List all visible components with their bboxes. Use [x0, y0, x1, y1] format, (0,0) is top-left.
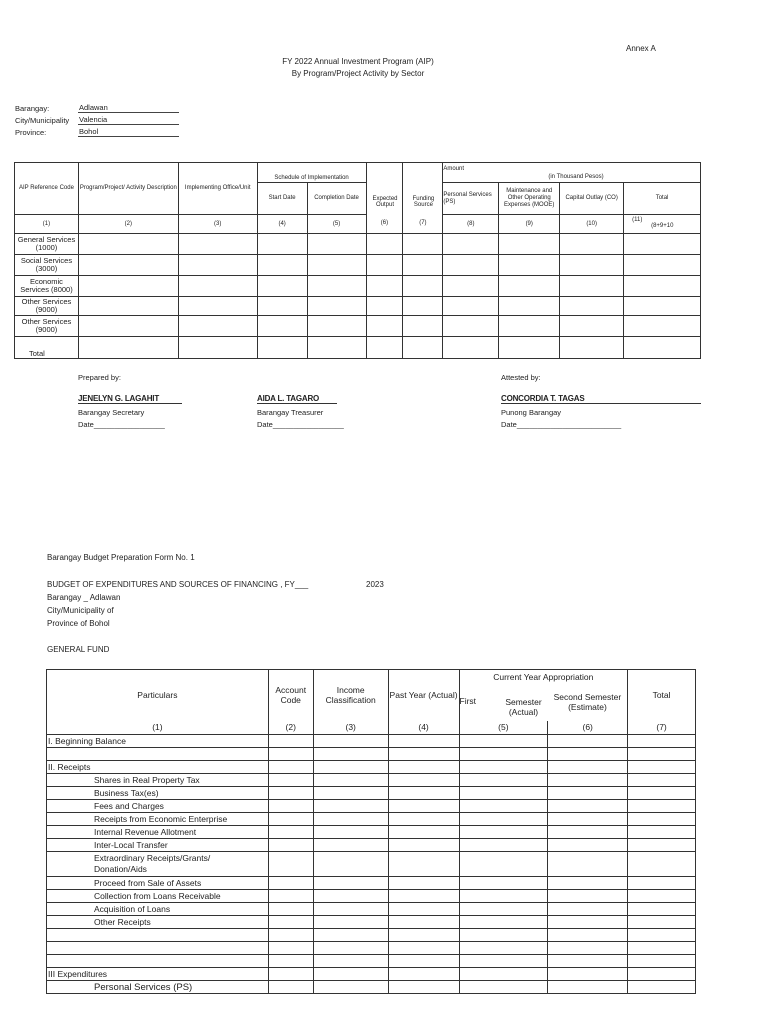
budget-cell — [628, 813, 696, 826]
budget-cell — [313, 774, 388, 787]
budget-row — [47, 735, 696, 748]
budget-province: Province of Bohol — [47, 619, 110, 628]
budget-cell — [388, 774, 459, 787]
budget-row-label: Business Tax(es) — [47, 787, 269, 800]
budget-cell — [459, 852, 548, 877]
budget-form-title: Barangay Budget Preparation Form No. 1 — [47, 553, 195, 562]
budget-barangay: Barangay _ Adlawan — [47, 593, 121, 602]
budget-cell — [548, 800, 628, 813]
num-10: (10) — [560, 215, 624, 234]
treasurer-name: AIDA L. TAGARO — [257, 394, 320, 403]
hdr-completion: Completion Date — [307, 183, 366, 215]
budget-row-label: Extraordinary Receipts/Grants/ Donation/Aids — [47, 852, 269, 877]
budget-cell — [628, 916, 696, 929]
budget-cell — [313, 890, 388, 903]
budget-cell — [459, 981, 548, 994]
hdr-ps: Personal Services (PS) — [443, 183, 499, 215]
budget-cell — [628, 852, 696, 877]
budget-cell — [313, 800, 388, 813]
budget-row — [47, 942, 696, 955]
budget-cell — [313, 916, 388, 929]
treasurer-date: Date_________________ — [257, 420, 344, 429]
budget-cell — [628, 929, 696, 942]
budget-row-label: Shares in Real Property Tax — [47, 774, 269, 787]
budget-row — [47, 813, 696, 826]
budget-year: 2023 — [366, 580, 384, 589]
budget-cell — [548, 787, 628, 800]
budget-cell — [459, 916, 548, 929]
hdr-account-code: Account Code — [268, 670, 313, 721]
budget-cell — [628, 903, 696, 916]
signature-block-punong — [501, 394, 701, 404]
hdr-particulars: Particulars — [47, 670, 269, 721]
budget-cell — [628, 761, 696, 774]
budget-cell — [628, 748, 696, 761]
budget-cell — [313, 839, 388, 852]
budget-row — [47, 929, 696, 942]
city-value: Valencia — [78, 115, 179, 125]
budget-row-label — [47, 929, 269, 942]
treasurer-title: Barangay Treasurer — [257, 408, 324, 417]
aip-row-economic: Economic Services (8000) — [15, 276, 79, 297]
budget-cell — [628, 890, 696, 903]
budget-cell — [268, 748, 313, 761]
prepared-by-label: Prepared by: — [78, 373, 121, 382]
province-value: Bohol — [78, 127, 179, 137]
budget-row-label: Collection from Loans Receivable — [47, 890, 269, 903]
budget-cell — [313, 903, 388, 916]
num-6: Expected Output (6) — [366, 215, 403, 234]
budget-cell — [548, 735, 628, 748]
budget-cell — [628, 955, 696, 968]
budget-row — [47, 981, 696, 994]
hdr-mooe: Maintenance and Other Operating Expenses (MOOE) — [499, 183, 560, 215]
budget-cell — [459, 826, 548, 839]
budget-row — [47, 761, 696, 774]
num-4: (4) — [257, 215, 307, 234]
annex-label: Annex A — [626, 44, 656, 53]
budget-cell — [268, 852, 313, 877]
budget-cell — [268, 774, 313, 787]
budget-heading: BUDGET OF EXPENDITURES AND SOURCES OF FINANCING , FY___ — [47, 580, 309, 589]
signature-block-secretary — [78, 394, 182, 404]
budget-cell — [548, 981, 628, 994]
budget-cell — [388, 916, 459, 929]
budget-cell — [268, 761, 313, 774]
secretary-name: JENELYN G. LAGAHIT — [78, 394, 160, 403]
budget-row-label: Inter-Local Transfer — [47, 839, 269, 852]
punong-name: CONCORDIA T. TAGAS — [501, 394, 585, 403]
num-3: (3) — [178, 215, 257, 234]
num-9: (9) — [499, 215, 560, 234]
budget-cell — [313, 735, 388, 748]
budget-cell — [313, 929, 388, 942]
budget-row — [47, 774, 696, 787]
budget-row — [47, 826, 696, 839]
budget-cell — [268, 735, 313, 748]
punong-title: Punong Barangay — [501, 408, 562, 417]
budget-row-label — [47, 942, 269, 955]
budget-cell — [548, 748, 628, 761]
budget-city: City/Municipality of — [47, 606, 114, 615]
budget-cell — [459, 839, 548, 852]
budget-cell — [459, 955, 548, 968]
punong-date: Date_________________________ — [501, 420, 622, 429]
budget-cell — [388, 735, 459, 748]
budget-row-label — [47, 955, 269, 968]
budget-row-label: Acquisition of Loans — [47, 903, 269, 916]
budget-cell — [628, 735, 696, 748]
budget-cell — [628, 968, 696, 981]
budget-cell — [388, 942, 459, 955]
budget-cell — [459, 735, 548, 748]
budget-row-label: II. Receipts — [47, 761, 269, 774]
budget-row-label: III Expenditures — [47, 968, 269, 981]
budget-cell — [388, 890, 459, 903]
hdr-total: Total — [624, 183, 701, 215]
budget-cell — [459, 800, 548, 813]
bnum-6: (6) — [548, 721, 628, 735]
budget-row-label: Personal Services (PS) — [47, 981, 269, 994]
budget-cell — [548, 839, 628, 852]
general-fund-label: GENERAL FUND — [47, 645, 110, 654]
budget-cell — [313, 787, 388, 800]
hdr-past-year: Past Year (Actual) — [388, 670, 459, 721]
bnum-1: (1) — [47, 721, 269, 735]
budget-cell — [388, 852, 459, 877]
budget-cell — [459, 761, 548, 774]
hdr-co: Capital Outlay (CO) — [560, 183, 624, 215]
budget-cell — [268, 955, 313, 968]
budget-cell — [268, 968, 313, 981]
budget-cell — [268, 890, 313, 903]
aip-row-social: Social Services (3000) — [15, 255, 79, 276]
budget-cell — [268, 826, 313, 839]
num-11: (11) (8+9+10 — [624, 215, 701, 234]
barangay-value: Adlawan — [78, 103, 179, 113]
budget-cell — [388, 748, 459, 761]
aip-title: FY 2022 Annual Investment Program (AIP) — [282, 57, 434, 66]
budget-cell — [388, 929, 459, 942]
num-7: Funding Source (7) — [403, 215, 443, 234]
budget-cell — [388, 839, 459, 852]
budget-cell — [268, 787, 313, 800]
hdr-income-class: Income Classification — [313, 670, 388, 721]
budget-cell — [313, 748, 388, 761]
hdr-start: Start Date — [257, 183, 307, 215]
budget-row — [47, 839, 696, 852]
budget-cell — [628, 826, 696, 839]
budget-row — [47, 877, 696, 890]
aip-subtitle: By Program/Project Activity by Sector — [291, 69, 425, 78]
budget-cell — [388, 968, 459, 981]
bnum-5: (5) — [459, 721, 548, 735]
budget-cell — [268, 942, 313, 955]
budget-cell — [459, 890, 548, 903]
budget-row-label: Fees and Charges — [47, 800, 269, 813]
secretary-title: Barangay Secretary — [78, 408, 145, 417]
budget-cell — [548, 826, 628, 839]
budget-cell — [313, 942, 388, 955]
budget-cell — [268, 813, 313, 826]
budget-cell — [268, 916, 313, 929]
budget-cell — [548, 903, 628, 916]
budget-cell — [268, 929, 313, 942]
budget-cell — [313, 761, 388, 774]
budget-row-label — [47, 748, 269, 761]
budget-cell — [459, 942, 548, 955]
budget-cell — [548, 942, 628, 955]
budget-row-label: Proceed from Sale of Assets — [47, 877, 269, 890]
budget-cell — [313, 968, 388, 981]
budget-row-label: Receipts from Economic Enterprise — [47, 813, 269, 826]
budget-cell — [459, 787, 548, 800]
budget-cell — [548, 852, 628, 877]
budget-row — [47, 916, 696, 929]
barangay-label: Barangay: — [15, 104, 50, 113]
num-1: (1) — [15, 215, 79, 234]
secretary-date: Date_________________ — [78, 420, 165, 429]
num-2: (2) — [78, 215, 178, 234]
budget-cell — [628, 787, 696, 800]
budget-cell — [548, 890, 628, 903]
budget-row — [47, 852, 696, 877]
bnum-2: (2) — [268, 721, 313, 735]
budget-row — [47, 748, 696, 761]
hdr-office: Implementing Office/Unit — [178, 163, 257, 215]
budget-row — [47, 955, 696, 968]
aip-row-other-1: Other Services (9000) — [15, 297, 79, 316]
signature-block-treasurer — [257, 394, 337, 404]
budget-cell — [548, 955, 628, 968]
budget-cell — [388, 761, 459, 774]
budget-row — [47, 800, 696, 813]
budget-cell — [628, 942, 696, 955]
budget-cell — [548, 929, 628, 942]
budget-cell — [388, 903, 459, 916]
hdr-first-semester: First Semester (Actual) — [459, 684, 548, 721]
num-8: (8) — [443, 215, 499, 234]
budget-cell — [388, 826, 459, 839]
budget-cell — [459, 968, 548, 981]
budget-cell — [268, 800, 313, 813]
budget-cell — [548, 968, 628, 981]
budget-cell — [628, 774, 696, 787]
budget-cell — [628, 981, 696, 994]
budget-row — [47, 968, 696, 981]
budget-cell — [388, 877, 459, 890]
budget-cell — [313, 877, 388, 890]
budget-cell — [548, 877, 628, 890]
budget-cell — [388, 787, 459, 800]
budget-cell — [388, 981, 459, 994]
hdr-description: Program/Project/ Activity Description — [78, 163, 178, 215]
budget-cell — [268, 981, 313, 994]
hdr-current-year: Current Year Appropriation — [459, 670, 628, 684]
num-5: (5) — [307, 215, 366, 234]
aip-row-other-2: Other Services (9000) — [15, 316, 79, 337]
budget-row — [47, 903, 696, 916]
budget-cell — [313, 826, 388, 839]
budget-cell — [388, 955, 459, 968]
aip-row-total: Total — [15, 337, 79, 359]
budget-cell — [459, 748, 548, 761]
budget-cell — [459, 929, 548, 942]
province-label: Province: — [15, 128, 47, 137]
hdr-amount: Amount (in Thousand Pesos) — [443, 163, 701, 183]
budget-row — [47, 890, 696, 903]
budget-row-label: Internal Revenue Allotment — [47, 826, 269, 839]
budget-cell — [548, 813, 628, 826]
budget-cell — [628, 839, 696, 852]
bnum-7: (7) — [628, 721, 696, 735]
bnum-3: (3) — [313, 721, 388, 735]
city-label: City/Municipality — [15, 116, 70, 125]
budget-row — [47, 787, 696, 800]
aip-row-general: General Services (1000) — [15, 234, 79, 255]
budget-cell — [388, 813, 459, 826]
hdr-ref-code: AIP Reference Code — [15, 163, 79, 215]
budget-cell — [548, 761, 628, 774]
budget-cell — [268, 839, 313, 852]
budget-cell — [388, 800, 459, 813]
budget-cell — [628, 800, 696, 813]
budget-cell — [313, 981, 388, 994]
budget-cell — [268, 877, 313, 890]
budget-cell — [268, 903, 313, 916]
budget-cell — [313, 813, 388, 826]
budget-cell — [628, 877, 696, 890]
budget-cell — [459, 813, 548, 826]
budget-cell — [313, 955, 388, 968]
hdr-total: Total — [628, 670, 696, 721]
bnum-4: (4) — [388, 721, 459, 735]
budget-row-label: Other Receipts — [47, 916, 269, 929]
hdr-second-semester: Second Semester (Estimate) — [548, 684, 628, 721]
budget-cell — [313, 852, 388, 877]
hdr-schedule: Schedule of Implementation — [257, 163, 366, 183]
budget-cell — [459, 774, 548, 787]
aip-table — [14, 162, 701, 359]
budget-cell — [548, 916, 628, 929]
budget-cell — [459, 903, 548, 916]
budget-table — [46, 669, 696, 994]
budget-cell — [548, 774, 628, 787]
budget-row-label: I. Beginning Balance — [47, 735, 269, 748]
attested-by-label: Attested by: — [501, 373, 541, 382]
budget-cell — [459, 877, 548, 890]
